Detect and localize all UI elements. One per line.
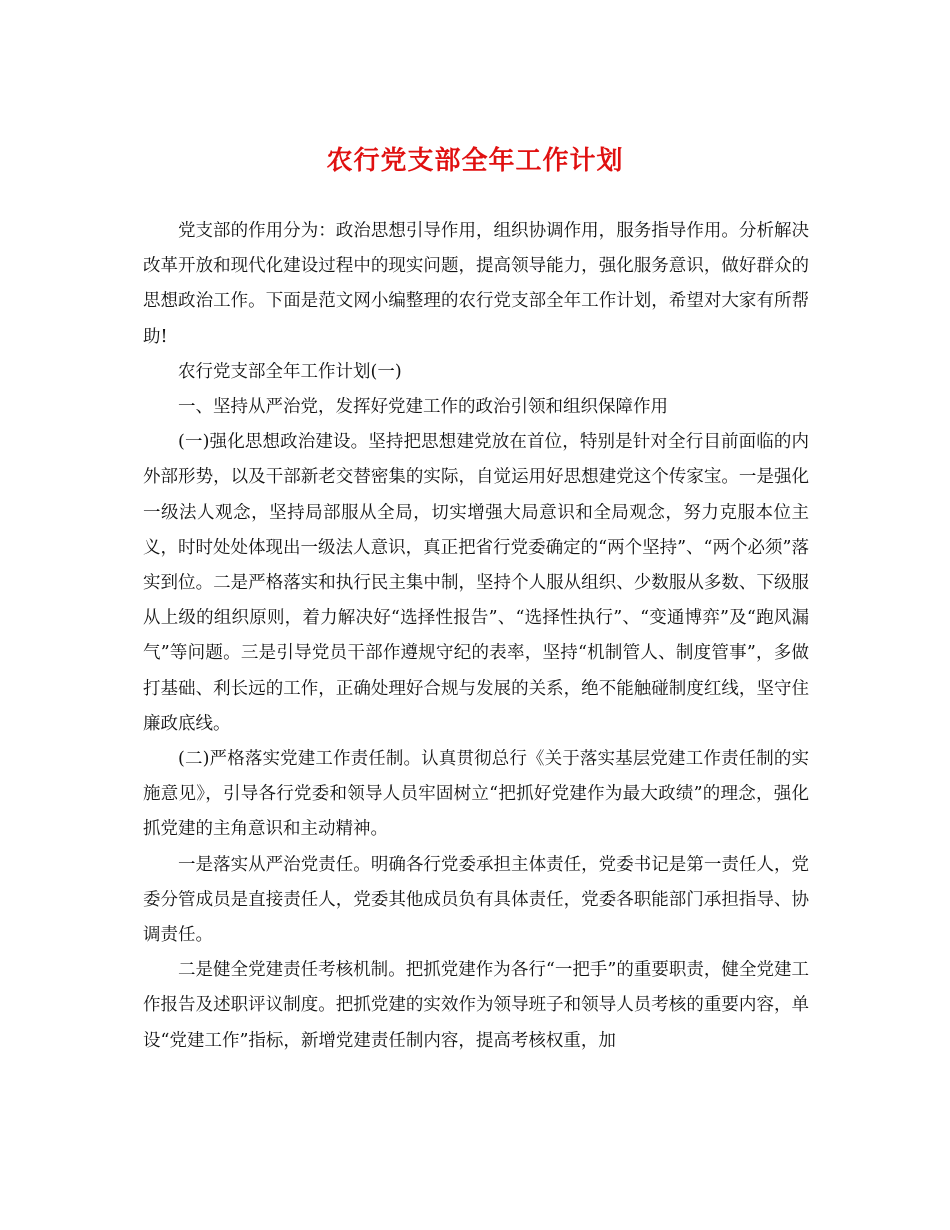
- paragraph-section-heading: 一、坚持从严治党，发挥好党建工作的政治引领和组织保障作用: [178, 397, 668, 418]
- paragraph-plan-heading: 农行党支部全年工作计划(一): [178, 361, 402, 382]
- paragraph-item-1: (一)强化思想政治建设。坚持把思想建党放在首位，特别是针对全行目前面临的内外部形势，以及干部新老交替密集的实际，自觉运用好思想建党这个传家宝。一是强化一级法人观念，坚持局部服从全局，切实增强大局意识和全局观念，努力克服本位主义，时时处处体现出一级法人意识，真正把省行党委确定的“两个坚持”、“两个必须”落实到位。二是严格落实和执行民主集中制，坚持个人服从组织、少数服从多数、下级服从上级的组织原则，着力解决好“选择性报告”、“选择性执行”、“变通博弈”及“跑风漏气”等问题。三是引导党员干部作遵规守纪的表率，坚持“机制管人、制度管事”，多做打基础、利长远的工作，正确处理好合规与发展的关系，绝不能触碰制度红线，坚守住廉政底线。: [143, 432, 809, 734]
- document-body: [143, 214, 809, 1059]
- paragraph-sub-1: 一是落实从严治党责任。明确各行党委承担主体责任，党委书记是第一责任人，党委分管成员是直接责任人，党委其他成员负有具体责任，党委各职能部门承担指导、协调责任。: [143, 854, 809, 946]
- paragraph-item-2: (二)严格落实党建工作责任制。认真贯彻总行《关于落实基层党建工作责任制的实施意见》，引导各行党委和领导人员牢固树立“把抓好党建作为最大政绩”的理念，强化抓党建的主角意识和主动精神。: [143, 749, 809, 840]
- paragraph-sub-2: 二是健全党建责任考核机制。把抓党建作为各行“一把手”的重要职责，健全党建工作报告及述职评议制度。把抓党建的实效作为领导班子和领导人员考核的重要内容，单设“党建工作”指标，新增党建责任制内容，提高考核权重，加: [143, 960, 809, 1051]
- paragraph-intro: 党支部的作用分为：政治思想引导作用，组织协调作用，服务指导作用。分析解决改革开放和现代化建设过程中的现实问题，提高领导能力，强化服务意识，做好群众的思想政治工作。下面是范文网小编整理的农行党支部全年工作计划，希望对大家有所帮助!: [143, 221, 809, 347]
- document-title: 农行党支部全年工作计划: [326, 146, 624, 176]
